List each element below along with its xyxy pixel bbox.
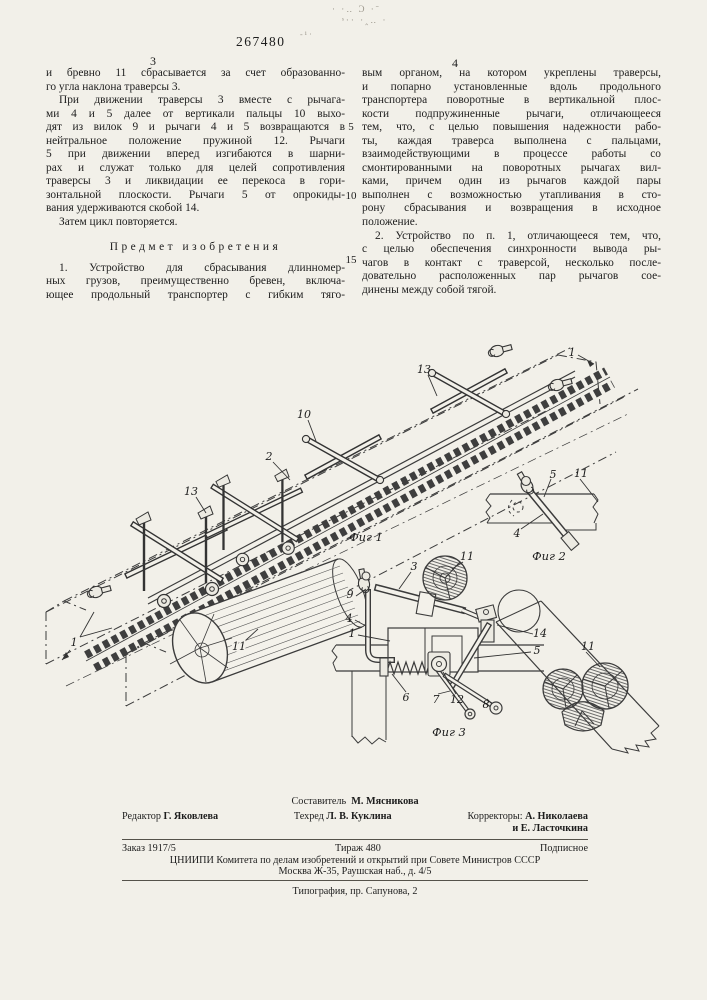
figure-ref-label: 2 [265,450,273,463]
fig3-artwork [332,556,659,753]
order-line [122,843,588,855]
stamp-mark: -¹· [300,30,314,39]
figure-ref-label: 11 [460,550,474,563]
stamp-mark: · ·‥ Ͻ ·ˉ [332,4,381,14]
figure-ref-label: 4 [513,527,521,540]
figure-caption: Фиг 1 [349,530,383,544]
margin-line-number: 15 [345,254,357,266]
divider [122,839,588,840]
text-line: ками, причем один из рычагов каждой пары [362,175,661,188]
order-number: Заказ 1917/5 [122,843,176,854]
margin-line-number: 10 [345,190,357,202]
corrector-name: и Е. Ласточкина [512,822,588,834]
editor-name: Г. Яковлева [163,811,219,822]
figure-ref-label: 5 [549,468,557,481]
figure-ref-label: 11 [232,640,246,653]
figure-ref-label: 5 [533,644,541,657]
text-line: тем, что, с целью повышения надежности рабо- [362,121,661,134]
text-line: вания удерживаются скобой 14. [46,202,200,215]
editor-label: Редактор [122,811,161,822]
print-run: Тираж 480 [334,843,381,854]
figure-ref-label: 8 [482,698,490,711]
subscription-note: Подписное [540,843,588,854]
text-line: 5 при движении вперед изгибаются в шарни- [46,148,345,161]
fig1-artwork [46,342,638,706]
organization-line: ЦНИИПИ Комитета по делам изобретений и открытий при Совете Министров СССР [169,855,541,866]
text-line: и бревно 11 сбрасывается за счет образованно- [46,67,345,79]
figure-ref-label: 14 [533,627,547,640]
printer-line: Типография, пр. Сапунова, 2 [292,886,418,897]
figure-ref-label: 1 [568,346,576,359]
figure-ref-label: 13 [184,485,198,498]
patent-drawing-svg [0,330,707,792]
text-line: смонтированными на поворотных рычагах вил- [362,161,661,174]
compiler-line [122,796,588,808]
text-line: зонтальной плоскости. Рычаги 5 от опрокиды- [46,188,345,201]
text-line: ты, каждая траверса выполнена с пальцами, [362,134,661,147]
text-line: 1. Устройство для сбрасывания длинномер- [59,261,345,274]
figure-ref-label: 12 [450,693,464,706]
figure-ref-label: 9 [346,588,354,601]
text-line: го угла наклона траверсы 3. [46,80,181,93]
text-line: ми 4 и 5 далее от вертикали пальцы 10 выхо- [46,107,345,120]
divider [122,880,588,881]
right-column [362,67,661,297]
text-line: ющее продольный транспортер с гибким тяго- [46,288,345,301]
text-line: дят из вилок 9 и рычаги 4 и 5 возвращаются в [46,121,345,134]
corrector-name: А. Николаева [525,811,588,822]
left-page-number: 3 [150,54,156,68]
compiler-label: Составитель [291,796,347,807]
text-line: и попарно установленные вдоль продольного [362,80,661,93]
figure-ref-label: 13 [417,363,431,376]
text-line: рону сбрасывания и возвращения в исходное [362,202,661,215]
claims-heading: Предмет изобретения [109,240,282,253]
text-line: выполнен с возможностью утапливания в сто- [362,188,661,201]
figure-ref-label: 11 [581,640,595,653]
left-column [46,67,345,302]
figure-ref-label: 10 [297,408,311,421]
text-line: рах и служат только для целей сопротивления [46,161,345,174]
figure-ref-label: 1 [348,627,356,640]
address-line: Москва Ж-35, Раушская наб., д. 4/5 [278,866,432,877]
figure-ref-label: 7 [432,693,440,706]
text-line: положение. [362,216,418,229]
text-line: траверсы 3 и ликвидации ее перекоса в гори- [46,175,345,188]
figure-ref-label: 4 [345,612,353,625]
log-cylinder [163,555,374,691]
correctors-label: Корректоры: [467,811,523,822]
text-line: кости подпружиненные рычаги, отличающееся [362,107,661,120]
text-line: вым органом, на котором укреплены траверсы, [362,67,661,79]
text-line: чагов в контакт с траверсой, несколько после- [362,256,661,269]
text-line: довательно расположенных пар рычагов сое- [362,270,661,283]
text-line: транспортера поворотные в вертикальной плос- [362,94,661,107]
margin-line-number: 5 [348,121,354,133]
text-line: 2. Устройство по п. 1, отличающееся тем, что, [375,229,661,242]
figure-ref-label: 1 [70,636,78,649]
staff-line [122,811,588,834]
text-line: Затем цикл повторяется. [59,216,178,229]
techred-name: Л. В. Куклина [326,811,392,822]
compiler-name: М. Мясникова [351,796,419,807]
stamp-mark: ˢ·· ·‸‥ · [342,15,388,25]
patent-number: 267480 [236,34,286,49]
text-line: При движении траверсы 3 вместе с рычага- [59,94,345,107]
text-line: с целью обеспечения синхронности вывода ры- [362,243,661,256]
text-line: нейтральное положение пружиной 12. Рычаги [46,134,345,147]
text-line: динены между собой тягой. [362,283,497,296]
figure-caption: Фиг 3 [432,725,466,739]
techred-label: Техред [293,811,324,822]
patent-drawing [0,330,707,792]
right-page-number: 4 [452,56,458,70]
figure-ref-label: 11 [574,467,588,480]
text-line: ных грузов, преимущественно бревен, включа- [46,275,345,288]
figure-ref-label: 6 [402,691,410,704]
figure-caption: Фиг 2 [532,549,566,563]
figure-ref-label: 3 [410,560,418,573]
text-line: взаимодействующими в процессе работы со [362,148,661,161]
